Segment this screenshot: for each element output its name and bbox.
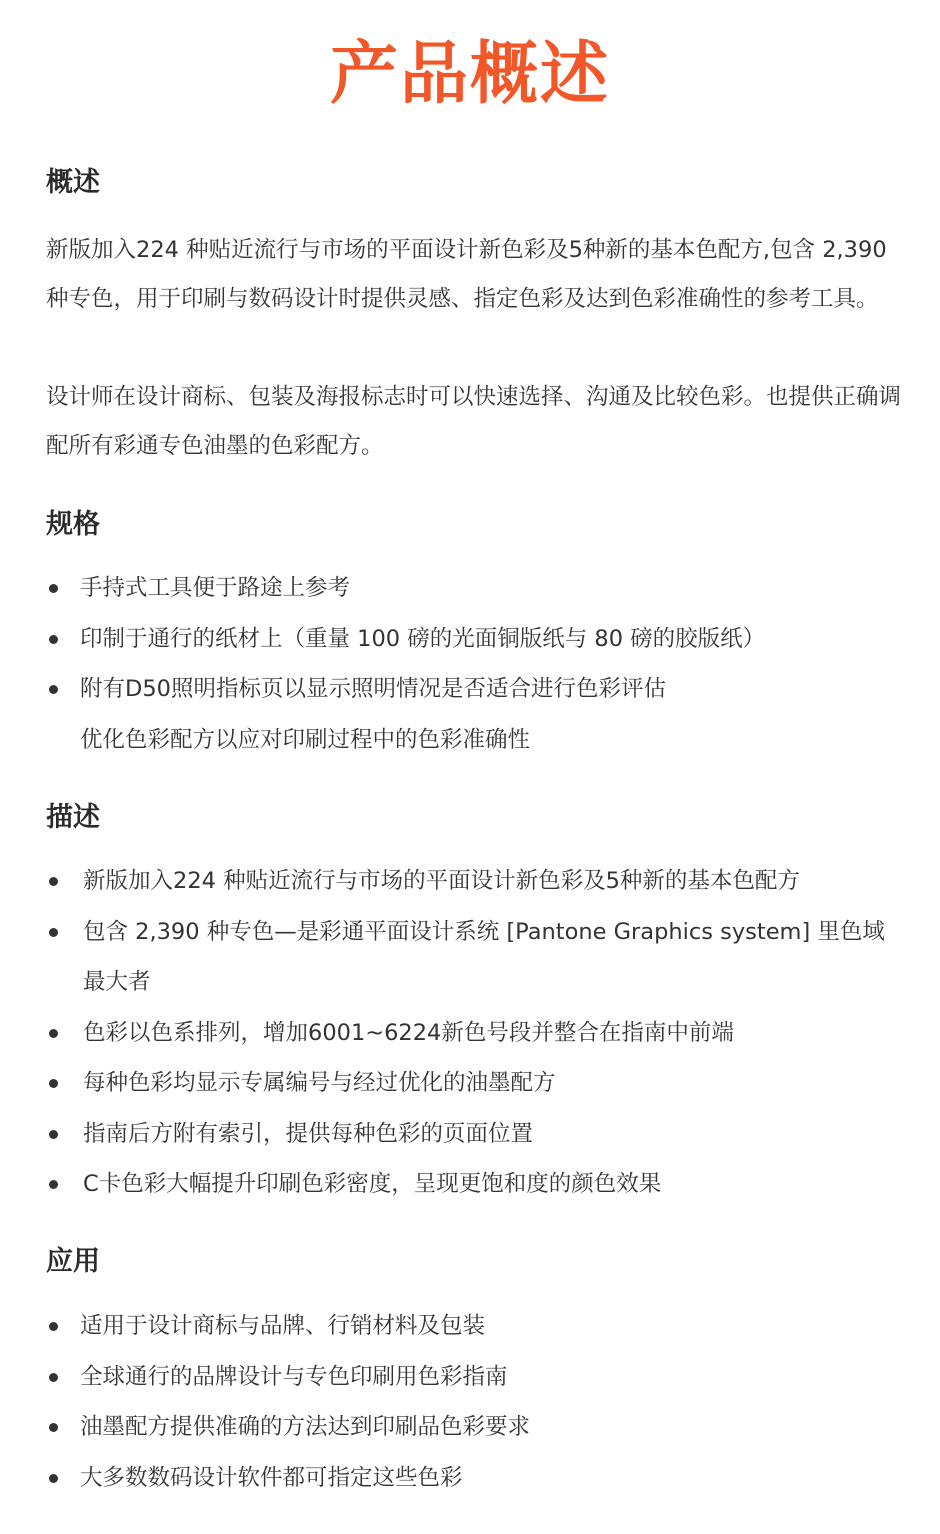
list-item bbox=[0, 563, 940, 614]
list-item-text: 油墨配方提供准确的方法达到印刷品色彩要求 bbox=[80, 1414, 531, 1440]
list-item bbox=[0, 1352, 940, 1403]
list-item bbox=[0, 1058, 940, 1109]
list-item-continuation: 优化色彩配方以应对印刷过程中的色彩准确性 bbox=[80, 726, 531, 753]
overview-heading: 概述 bbox=[46, 167, 100, 198]
description-list bbox=[0, 856, 940, 1210]
specs-list bbox=[0, 563, 940, 765]
bullet-icon bbox=[49, 1423, 58, 1432]
list-item bbox=[0, 907, 940, 1008]
list-item-text: 全球通行的品牌设计与专色印刷用色彩指南 bbox=[80, 1363, 508, 1390]
list-item bbox=[0, 856, 940, 907]
bullet-icon bbox=[49, 1373, 58, 1382]
bullet-icon bbox=[49, 928, 58, 937]
application-list bbox=[0, 1301, 940, 1503]
list-item-text: 大多数数码设计软件都可指定这些色彩 bbox=[80, 1464, 463, 1491]
list-item bbox=[0, 664, 940, 765]
list-item-text: 指南后方附有索引，提供每种色彩的页面位置 bbox=[83, 1120, 534, 1147]
bullet-icon bbox=[49, 584, 58, 593]
list-item bbox=[0, 1008, 940, 1059]
list-item bbox=[0, 1402, 940, 1453]
list-item bbox=[0, 1301, 940, 1352]
list-item-text: 附有D50照明指标页以显示照明情况是否适合进行色彩评估 bbox=[80, 676, 666, 702]
overview-paragraph-2: 设计师在设计商标、包装及海报标志时可以快速选择、沟通及比较色彩。也提供正确调配所有彩通专色油墨的色彩配方。 bbox=[46, 384, 902, 459]
list-item-text: 色彩以色系排列，增加6001~6224新色号段并整合在指南中前端 bbox=[83, 1019, 734, 1046]
list-item-text: 新版加入224 种贴近流行与市场的平面设计新色彩及5种新的基本色配方 bbox=[83, 868, 800, 894]
bullet-icon bbox=[49, 1029, 58, 1038]
description-heading: 描述 bbox=[46, 802, 100, 833]
list-item-text: 包含 2,390 种专色—是彩通平面设计系统 [Pantone Graphics system] 里色域最大者 bbox=[83, 918, 885, 995]
list-item bbox=[0, 1159, 940, 1210]
bullet-icon bbox=[49, 685, 58, 694]
bullet-icon bbox=[49, 1180, 58, 1189]
overview-paragraph-1: 新版加入224 种贴近流行与市场的平面设计新色彩及5种新的基本色配方,包含 2,390 种专色，用于印刷与数码设计时提供灵感、指定色彩及达到色彩准确性的参考工具。 bbox=[46, 237, 887, 312]
list-item-text: 适用于设计商标与品牌、行销材料及包装 bbox=[80, 1313, 486, 1339]
list-item bbox=[0, 614, 940, 665]
bullet-icon bbox=[49, 877, 58, 886]
page-title: 产品概述 bbox=[329, 35, 610, 114]
list-item-text: 每种色彩均显示专属编号与经过优化的油墨配方 bbox=[83, 1070, 556, 1096]
specs-heading: 规格 bbox=[46, 509, 100, 540]
list-item-text: 印制于通行的纸材上（重量 100 磅的光面铜版纸与 80 磅的胶版纸） bbox=[80, 625, 766, 652]
list-item bbox=[0, 1109, 940, 1160]
list-item bbox=[0, 1453, 940, 1504]
list-item-text: 手持式工具便于路途上参考 bbox=[80, 575, 351, 601]
bullet-icon bbox=[49, 1322, 58, 1331]
bullet-icon bbox=[49, 1474, 58, 1483]
bullet-icon bbox=[49, 1130, 58, 1139]
bullet-icon bbox=[49, 1079, 58, 1088]
bullet-icon bbox=[49, 635, 58, 644]
list-item-text: C卡色彩大幅提升印刷色彩密度，呈现更饱和度的颜色效果 bbox=[83, 1171, 662, 1197]
application-heading: 应用 bbox=[46, 1246, 100, 1277]
